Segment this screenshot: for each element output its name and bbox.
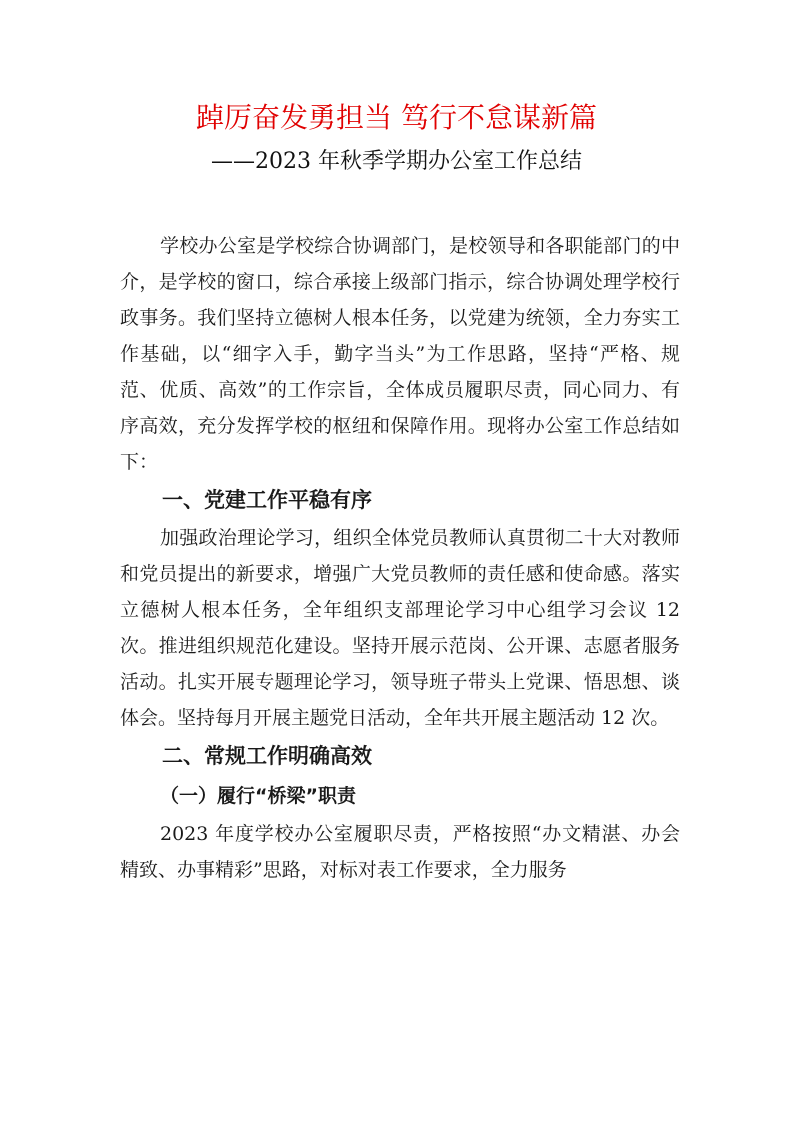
intro-paragraph: 学校办公室是学校综合协调部门，是校领导和各职能部门的中介，是学校的窗口，综合承接上级部门指示，综合协调处理学校行政事务。我们坚持立德树人根本任务，以党建为统领，全力夯实工作基础，以“细字入手，勤字当头”为工作思路，坚持“严格、规范、优质、高效”的工作宗旨，全体成员履职尽责，同心同力、有序高效，充分发挥学校的枢纽和保障作用。现将办公室工作总结如下： (120, 235, 680, 473)
subsection-heading-bridge-duty: （一）履行“桥梁”职责 (160, 785, 356, 807)
document-body (120, 228, 680, 888)
document-title: 踔厉奋发勇担当 笃行不怠谋新篇 (196, 101, 597, 134)
section-heading-party-building: 一、党建工作平稳有序 (162, 488, 372, 512)
party-building-paragraph: 加强政治理论学习，组织全体党员教师认真贯彻二十大对教师和党员提出的新要求，增强广大党员教师的责任感和使命感。落实立德树人根本任务，全年组织支部理论学习中心组学习会议 12 次。推进组织规范化建设。坚持开展示范岗、公开课、志愿者服务活动。扎实开展专题理论学习，领导班子带头上党课、悟思想、谈体会。坚持每月开展主题党日活动，全年共开展主题活动 12 次。 (120, 527, 680, 729)
section-heading-routine-work: 二、常规工作明确高效 (162, 744, 372, 768)
document-subtitle: ——2023 年秋季学期办公室工作总结 (211, 149, 582, 174)
bridge-duty-paragraph: 2023 年度学校办公室履职尽责，严格按照“办文精湛、办会精致、办事精彩”思路，对标对表工作要求，全力服务 (120, 823, 680, 881)
